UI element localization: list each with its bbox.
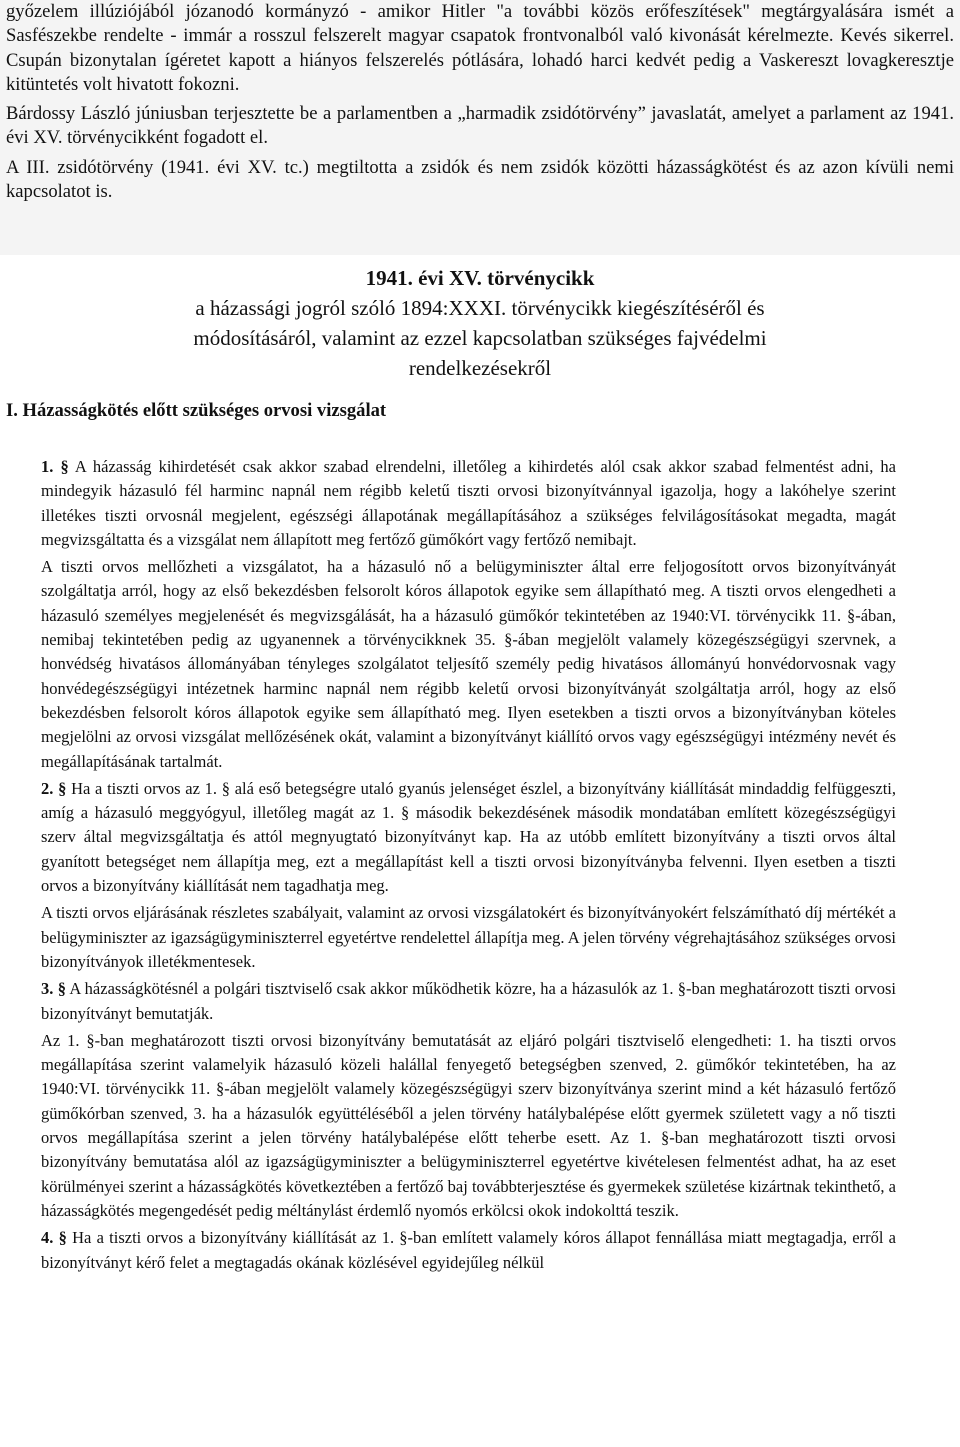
paragraph-text: Ha a tiszti orvos a bizonyítvány kiállítását az 1. §-ban említett valamely kóros állapot fennállása miatt megtagadja, erről a bizonyítványt kérő felet a megtagadás okának közlésével egyidejűleg nélkül (41, 1228, 896, 1272)
section-sign: § (58, 778, 67, 798)
paragraph-text: Ha a tiszti orvos az 1. § alá eső betegségre utaló gyanús jelenséget észlel, a bizonyítvány kiállítását mindaddig felfüggeszti, amíg a házasuló meggyógyul, illetőleg magát az 1. § második bekezdésének második mondatában említett közegészségügyi szerv által megvizsgáltatja és attól megnyugtató bizonyítványt kap. Ha az utóbb említett bizonyítvány a tiszti orvos által gyanított betegséget nem állapítja meg, ezt a megállapítást kell a tiszti orvosi bizonyítványba felvenni. Ilyen esetben a tiszti orvos a bizonyítvány kiállítását nem tagadhatja meg. (41, 778, 897, 896)
paragraph-text: A tiszti orvos mellőzheti a vizsgálatot, ha a házasuló nő a belügyminiszter által erre feljogosított orvos bizonyítványát szolgáltatja arról, hogy az első bekezdésben felsorolt kóros állapotok egyike sem állapítható meg. A tiszti orvos elengedheti a házasuló személyes megjelenését és megvizsgálását, ha a házasuló gümőkór tekintetében az 1940:VI. törvénycikk 11. §-ában, nemibaj tekintetében pedig az ugyanennek a törvénycikknek 35. §-ában megjelölt valamely közegészségügyi szervnek, a honvédség hivatásos állományában tényleges szolgálatot teljesítő személy pedig hivatásos állományú honvédorvosnak vagy honvédegészségügyi intézetnek harminc napnál nem régibb keletű orvosi bizonyítványát szolgáltatja arról, hogy az első bekezdésben felsorolt kóros állapotok egyike sem állapítható meg. Ilyen esetekben a tiszti orvos a bizonyítványban köteles megjelölni az orvosi vizsgálat mellőzésének okát, valamint a bizonyítványt kiállító orvos vagy egészségügyi intézmény nevét és megállapításának tartalmát. (41, 557, 896, 771)
intro-paragraph-3: A III. zsidótörvény (1941. évi XV. tc.) megtiltotta a zsidók és nem zsidók közötti házasságkötést és az azon kívüli nemi kapcsolatot is. (6, 156, 954, 203)
intro-block (0, 0, 960, 255)
section-title: I. Házasságkötés előtt szükséges orvosi vizsgálat (6, 400, 387, 421)
paragraph-1 (41, 455, 896, 552)
act-header (0, 263, 960, 383)
intro-paragraph-1: győzelem illúziójából józanodó kormányzó - amikor Hitler "a további közös erőfeszítések" megtárgyalására ismét a Sasfészekbe rendelte - immár a rosszul felszerelt magyar csapatok frontvonalból való kivonását kérelmezte. Kevés sikerrel. Csupán bizonytalan ígéretet kapott a hiányos felszerelés pótlására, lohadó harci kedvét pedig a Vaskereszt lovagkeresztje kitüntetés volt hivatott fokozni. (6, 1, 954, 95)
paragraph-2-cont (41, 901, 896, 974)
paragraph-text: A házasságkötésnél a polgári tisztviselő csak akkor működhetik közre, ha a házasulók az 1. §-ban meghatározott tiszti orvosi bizonyítványt bemutatják. (41, 979, 897, 1023)
paragraph-number: 1. (41, 457, 54, 476)
section-sign: § (57, 979, 66, 999)
paragraph-1-cont (41, 555, 896, 774)
paragraph-number: 4. (41, 1228, 54, 1248)
section-sign: § (58, 1228, 67, 1248)
act-subtitle-text: a házassági jogról szóló 1894:XXXI. törvénycikk kiegészítéséről és módosításáról, valamint az ezzel kapcsolatban szükséges fajvédelmi rendelkezésekről (193, 296, 767, 380)
law-body (41, 455, 896, 1278)
paragraph-4 (41, 1226, 896, 1275)
intro-paragraph-2: Bárdossy László júniusban terjesztette be a parlamentben a „harmadik zsidótörvény” javaslatát, amelyet a parlament az 1941. évi XV. törvénycikként fogadott el. (6, 103, 954, 149)
paragraph-2 (41, 777, 896, 898)
act-title: 1941. évi XV. törvénycikk (365, 266, 595, 290)
paragraph-3-cont (41, 1029, 896, 1223)
paragraph-text: A házasság kihirdetését csak akkor szabad elrendelni, illetőleg a kihirdetés alól csak akkor szabad felmentést adni, ha mindegyik házasuló fél harminc napnál nem régibb keletű tiszti orvosi bizonyítvánnyal igazolja, hogy a lakóhelye szerint illetékes tiszti orvosnál megjelent, egészségi állapotának megállapításához a szükséges felvilágosításokat megadta, magát megvizsgáltatta és a vizsgálat nem állapított meg fertőző gümőkórt vagy fertőző nemibajt. (41, 457, 896, 549)
act-subtitle (0, 293, 960, 383)
paragraph-3 (41, 977, 896, 1026)
paragraph-text: Az 1. §-ban meghatározott tiszti orvosi bizonyítvány bemutatását az eljáró polgári tisztviselő elengedheti: 1. ha tiszti orvos megállapítása szerint valamelyik házasuló közeli halállal fenyegető betegségben szenved, 2. gümőkór tekintetében, ha az 1940:VI. törvénycikk 11. §-ában megjelölt valamely közegészségügyi szerv bizonyítványa szerint mind a két házasuló fertőző gümőkórban szenved, 3. ha a házasulók együttéléséből a jelen törvény hatálybalépése előtt gyermek született vagy a nő tiszti orvos megállapítása szerint a jelen törvény hatálybalépése előtt teherbe esett. Az 1. §-ban meghatározott tiszti orvosi bizonyítvány bemutatása alól az igazságügyminiszter a belügyminiszterrel egyetértve kivételesen felmentést adhat, ha az eset körülményei szerint a házasságkötés következtében a fertőző baj továbbterjesztése és gyermekek születése kizártnak tekinthető, a házasságkötés megengedését pedig méltánylást érdemlő nyomós erkölcsi okok indokolttá teszik. (41, 1030, 896, 1220)
paragraph-text: A tiszti orvos eljárásának részletes szabályait, valamint az orvosi vizsgálatokért és bizonyítványokért felszámítható díj mértékét a belügyminiszter az igazságügyminiszterrel egyetértve rendelettel állapítja meg. A jelen törvény végrehajtásához szükséges orvosi bizonyítványok illetékmentesek. (41, 903, 896, 971)
paragraph-number: 3. (41, 979, 54, 999)
section-sign: § (60, 457, 69, 476)
paragraph-number: 2. (41, 778, 54, 798)
